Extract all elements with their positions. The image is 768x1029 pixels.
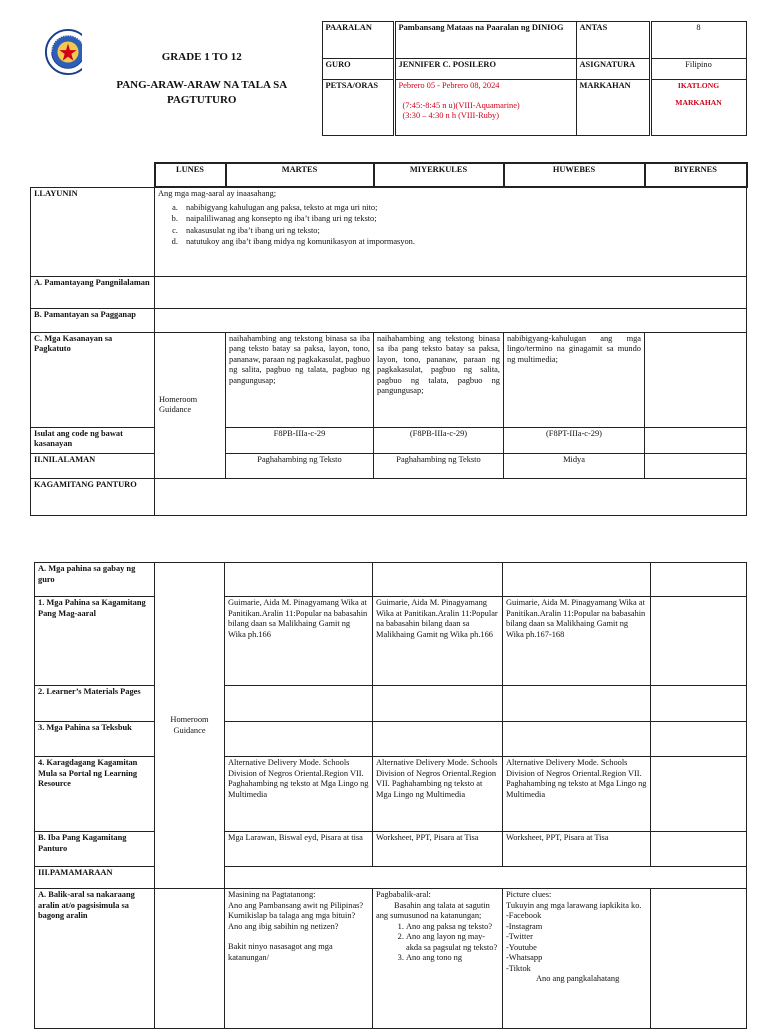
balik-martes-heading: Masining na Pagtatanong: <box>228 890 316 899</box>
title-line2: PANG-ARAW-ARAW NA TALA SA PAGTUTURO <box>116 79 288 106</box>
pamantayan-pagganap-label: B. Pamantayan sa Pagganap <box>31 308 155 332</box>
kasanayan-miyerkules: naihahambing ang tekstong binasa sa iba pang teksto batay sa paksa, layon, tono, pananaw, paraan ng pagkakasulat, pagbuo ng salita, pagbuo ng talata, pagbuo ng pangungusap; <box>374 332 504 427</box>
balik-huwebes-heading: Picture clues: <box>506 890 552 899</box>
day-martes: MARTES <box>226 163 374 187</box>
label-guro: GURO <box>322 59 394 80</box>
karagdagang-label: 4. Karagdagang Kagamitan Mula sa Portal ng Learning Resource <box>35 757 155 832</box>
balik-huwebes-instruction: Tukuyin ang mga larawang iapkikita ko. <box>506 900 642 910</box>
label-petsa-oras: PETSA/ORAS <box>322 80 394 136</box>
balik-aral-lunes <box>155 889 225 1029</box>
code-miyerkules: (F8PB-IIIa-c-29) <box>374 427 504 453</box>
layunin-label: I.LAYUNIN <box>31 187 155 276</box>
learners-miyerkules <box>373 686 503 722</box>
pamamaraan-label: III.PAMAMARAAN <box>35 867 155 889</box>
balik-miyerkules-heading: Pagbabalik-aral: <box>376 890 431 899</box>
markahan-line-2: MARKAHAN <box>675 98 722 108</box>
balik-miyerkules-list <box>376 922 499 964</box>
iba-huwebes: Worksheet, PPT, Pisara at Tisa <box>503 832 651 867</box>
value-markahan <box>650 80 746 136</box>
learners-biyernes <box>651 686 747 722</box>
teksbuk-huwebes <box>503 722 651 757</box>
value-paaralan: Pambansang Mataas na Paaralan ng DINIOG <box>394 22 576 59</box>
layunin-intro: Ang mga mag-aaral ay inaasahang; <box>158 189 277 198</box>
code-huwebes: (F8PT-IIIa-c-29) <box>504 427 645 453</box>
header-table <box>22 21 747 136</box>
list-item: -Tiktok <box>506 963 531 973</box>
markahan-line-1: IKATLONG <box>677 81 720 90</box>
resources-table <box>34 562 747 1029</box>
kasanayan-label: C. Mga Kasanayan sa Pagkatuto <box>31 332 155 427</box>
iba-martes: Mga Larawan, Biswal eyd, Pisara at tisa <box>225 832 373 867</box>
nilalaman-huwebes: Midya <box>504 453 645 478</box>
code-biyernes <box>645 427 747 453</box>
kasanayan-huwebes: nabibigyang-kahulugan ang mga lingo/termino na ginagamit sa mundo ng multimedia; <box>504 332 645 427</box>
balik-martes-q3: Ano ang ibig sabihin ng netizen? <box>228 921 339 931</box>
balik-aral-miyerkules <box>373 889 503 1029</box>
teksbuk-biyernes <box>651 722 747 757</box>
list-item: 1. Ano ang paksa ng teksto? <box>406 922 499 933</box>
layunin-list <box>158 203 743 248</box>
kagamitang-panturo-content <box>155 478 747 515</box>
code-martes: F8PB-IIIa-c-29 <box>226 427 374 453</box>
list-item: -Facebook <box>506 911 542 920</box>
day-biyernes: BIYERNES <box>645 163 747 187</box>
learners-label: 2. Learner’s Materials Pages <box>35 686 155 722</box>
label-paaralan: PAARALAN <box>322 22 394 59</box>
list-item: -Twitter <box>506 932 533 941</box>
list-item: 2. Ano ang layon ng may-akda sa pagsulat ng teksto? <box>406 932 499 953</box>
balik-huwebes-question: Ano ang pangkalahatang <box>536 974 620 983</box>
learners-huwebes <box>503 686 651 722</box>
learners-martes <box>225 686 373 722</box>
oras-line-1: (7:45:-8:45 n u)(VIII-Aquamarine) <box>402 100 520 110</box>
balik-martes-q2: Kumikislap ba talaga ang mga bituin? <box>228 911 356 920</box>
day-miyerkules: MIYERKULES <box>374 163 504 187</box>
value-asignatura: Filipino <box>650 59 746 80</box>
kagamitan-martes: Guimarie, Aida M. Pinagyamang Wika at Panitikan.Aralin 11:Popular na babasahin bilang daan sa Malikhaing Gamit ng Wika ph.166 <box>225 597 373 686</box>
teksbuk-miyerkules <box>373 722 503 757</box>
pamantayang-nilalaman-content <box>155 276 747 308</box>
balik-aral-huwebes <box>503 889 651 1029</box>
value-petsa-oras <box>394 80 576 136</box>
teksbuk-martes <box>225 722 373 757</box>
karagdagang-miyerkules: Alternative Delivery Mode. Schools Division of Negros Oriental.Region VII. Paghahambing ng teksto at Mga Lingo ng Multimedia <box>373 757 503 832</box>
balik-martes-q4: Bakit ninyo nasasagot ang mga katanungan/ <box>228 942 333 962</box>
kagamitang-panturo-label: KAGAMITANG PANTURO <box>31 478 155 515</box>
corner-blank <box>31 163 155 187</box>
balik-aral-biyernes <box>651 889 747 1029</box>
homeroom-guidance-resources: Homeroom Guidance <box>155 563 225 889</box>
nilalaman-miyerkules: Paghahambing ng Teksto <box>374 453 504 478</box>
kagamitan-miyerkules: Guimarie, Aida M. Pinagyamang Wika at Panitikan.Aralin 11:Popular na babasahin bilang daan sa Malikhaing Gamit ng Wika ph.166 <box>373 597 503 686</box>
list-item: a. nabibigyang kahulugan ang paksa, teksto at mga uri nito; <box>180 203 743 214</box>
title-line1: GRADE 1 TO 12 <box>161 51 242 64</box>
balik-martes-q1: Ano ang Pambansang awit ng Pilipinas? <box>228 900 364 910</box>
code-label: Isulat ang code ng bawat kasanayan <box>31 427 155 453</box>
kasanayan-martes: naihahambing ang tekstong binasa sa iba pang teksto batay sa paksa, layon, tono, pananaw, paraan ng pagkakasulat, pagbuo ng salita, pagbuo ng talata, pagbuo ng pangungusap; <box>226 332 374 427</box>
pamantayan-pagganap-content <box>155 308 747 332</box>
day-huwebes: HUWEBES <box>504 163 645 187</box>
homeroom-guidance-week: Homeroom Guidance <box>155 332 226 478</box>
gabay-martes <box>225 563 373 597</box>
day-lunes: LUNES <box>155 163 226 187</box>
list-item: -Instagram <box>506 921 543 931</box>
page-title <box>82 22 322 136</box>
value-antas: 8 <box>650 22 746 59</box>
teksbuk-label: 3. Mga Pahina sa Teksbuk <box>35 722 155 757</box>
karagdagang-biyernes <box>651 757 747 832</box>
deped-seal-icon <box>44 28 82 76</box>
value-guro: JENNIFER C. POSILERO <box>394 59 576 80</box>
label-asignatura: ASIGNATURA <box>576 59 650 80</box>
list-item: -Whatsapp <box>506 953 543 962</box>
list-item: 3. Ano ang tono ng <box>406 953 499 964</box>
nilalaman-label: II.NILALAMAN <box>31 453 155 478</box>
kagamitan-biyernes <box>651 597 747 686</box>
kasanayan-biyernes <box>645 332 747 427</box>
logo-cell <box>22 22 82 136</box>
list-item: c. nakasusulat ng iba’t ibang uri ng teksto; <box>180 226 743 237</box>
iba-miyerkules: Worksheet, PPT, Pisara at Tisa <box>373 832 503 867</box>
kagamitan-label: 1. Mga Pahina sa Kagamitang Pang Mag-aaral <box>35 597 155 686</box>
gabay-label: A. Mga pahina sa gabay ng guro <box>35 563 155 597</box>
karagdagang-martes: Alternative Delivery Mode. Schools Division of Negros Oriental.Region VII. Paghahambing ng teksto at Mga Lingo ng Multimedia <box>225 757 373 832</box>
gabay-miyerkules <box>373 563 503 597</box>
label-antas: ANTAS <box>576 22 650 59</box>
list-item: -Youtube <box>506 942 537 952</box>
iba-label: B. Iba Pang Kagamitang Panturo <box>35 832 155 867</box>
iba-biyernes <box>651 832 747 867</box>
nilalaman-biyernes <box>645 453 747 478</box>
petsa-line: Pebrero 05 - Pebrero 08, 2024 <box>398 81 500 90</box>
karagdagang-huwebes: Alternative Delivery Mode. Schools Division of Negros Oriental.Region VII. Paghahambing ng teksto at Mga Lingo ng Multimedia <box>503 757 651 832</box>
list-item: d. natutukoy ang iba’t ibang midya ng komunikasyon at impormasyon. <box>180 237 743 248</box>
balik-miyerkules-instruction: Basahin ang talata at sagutin ang sumusunod na katanungan; <box>376 900 490 920</box>
gabay-biyernes <box>651 563 747 597</box>
nilalaman-martes: Paghahambing ng Teksto <box>226 453 374 478</box>
gabay-huwebes <box>503 563 651 597</box>
pamamaraan-content <box>225 867 747 889</box>
layunin-content <box>155 187 747 276</box>
oras-line-2: (3:30 – 4:30 n h (VIII-Ruby) <box>402 111 500 120</box>
balik-aral-martes <box>225 889 373 1029</box>
week-table <box>30 162 748 516</box>
label-markahan: MARKAHAN <box>576 80 650 136</box>
kagamitan-huwebes: Guimarie, Aida M. Pinagyamang Wika at Panitikan.Aralin 11:Popular na babasahin bilang daan sa Malikhaing Gamit ng Wika ph.167-168 <box>503 597 651 686</box>
list-item: b. naipaliliwanag ang konsepto ng iba’t ibang uri ng teksto; <box>180 214 743 225</box>
pamantayang-nilalaman-label: A. Pamantayang Pangnilalaman <box>31 276 155 308</box>
balik-aral-label: A. Balik-aral sa nakaraang aralin at/o pagsisimula sa bagong aralin <box>35 889 155 1029</box>
